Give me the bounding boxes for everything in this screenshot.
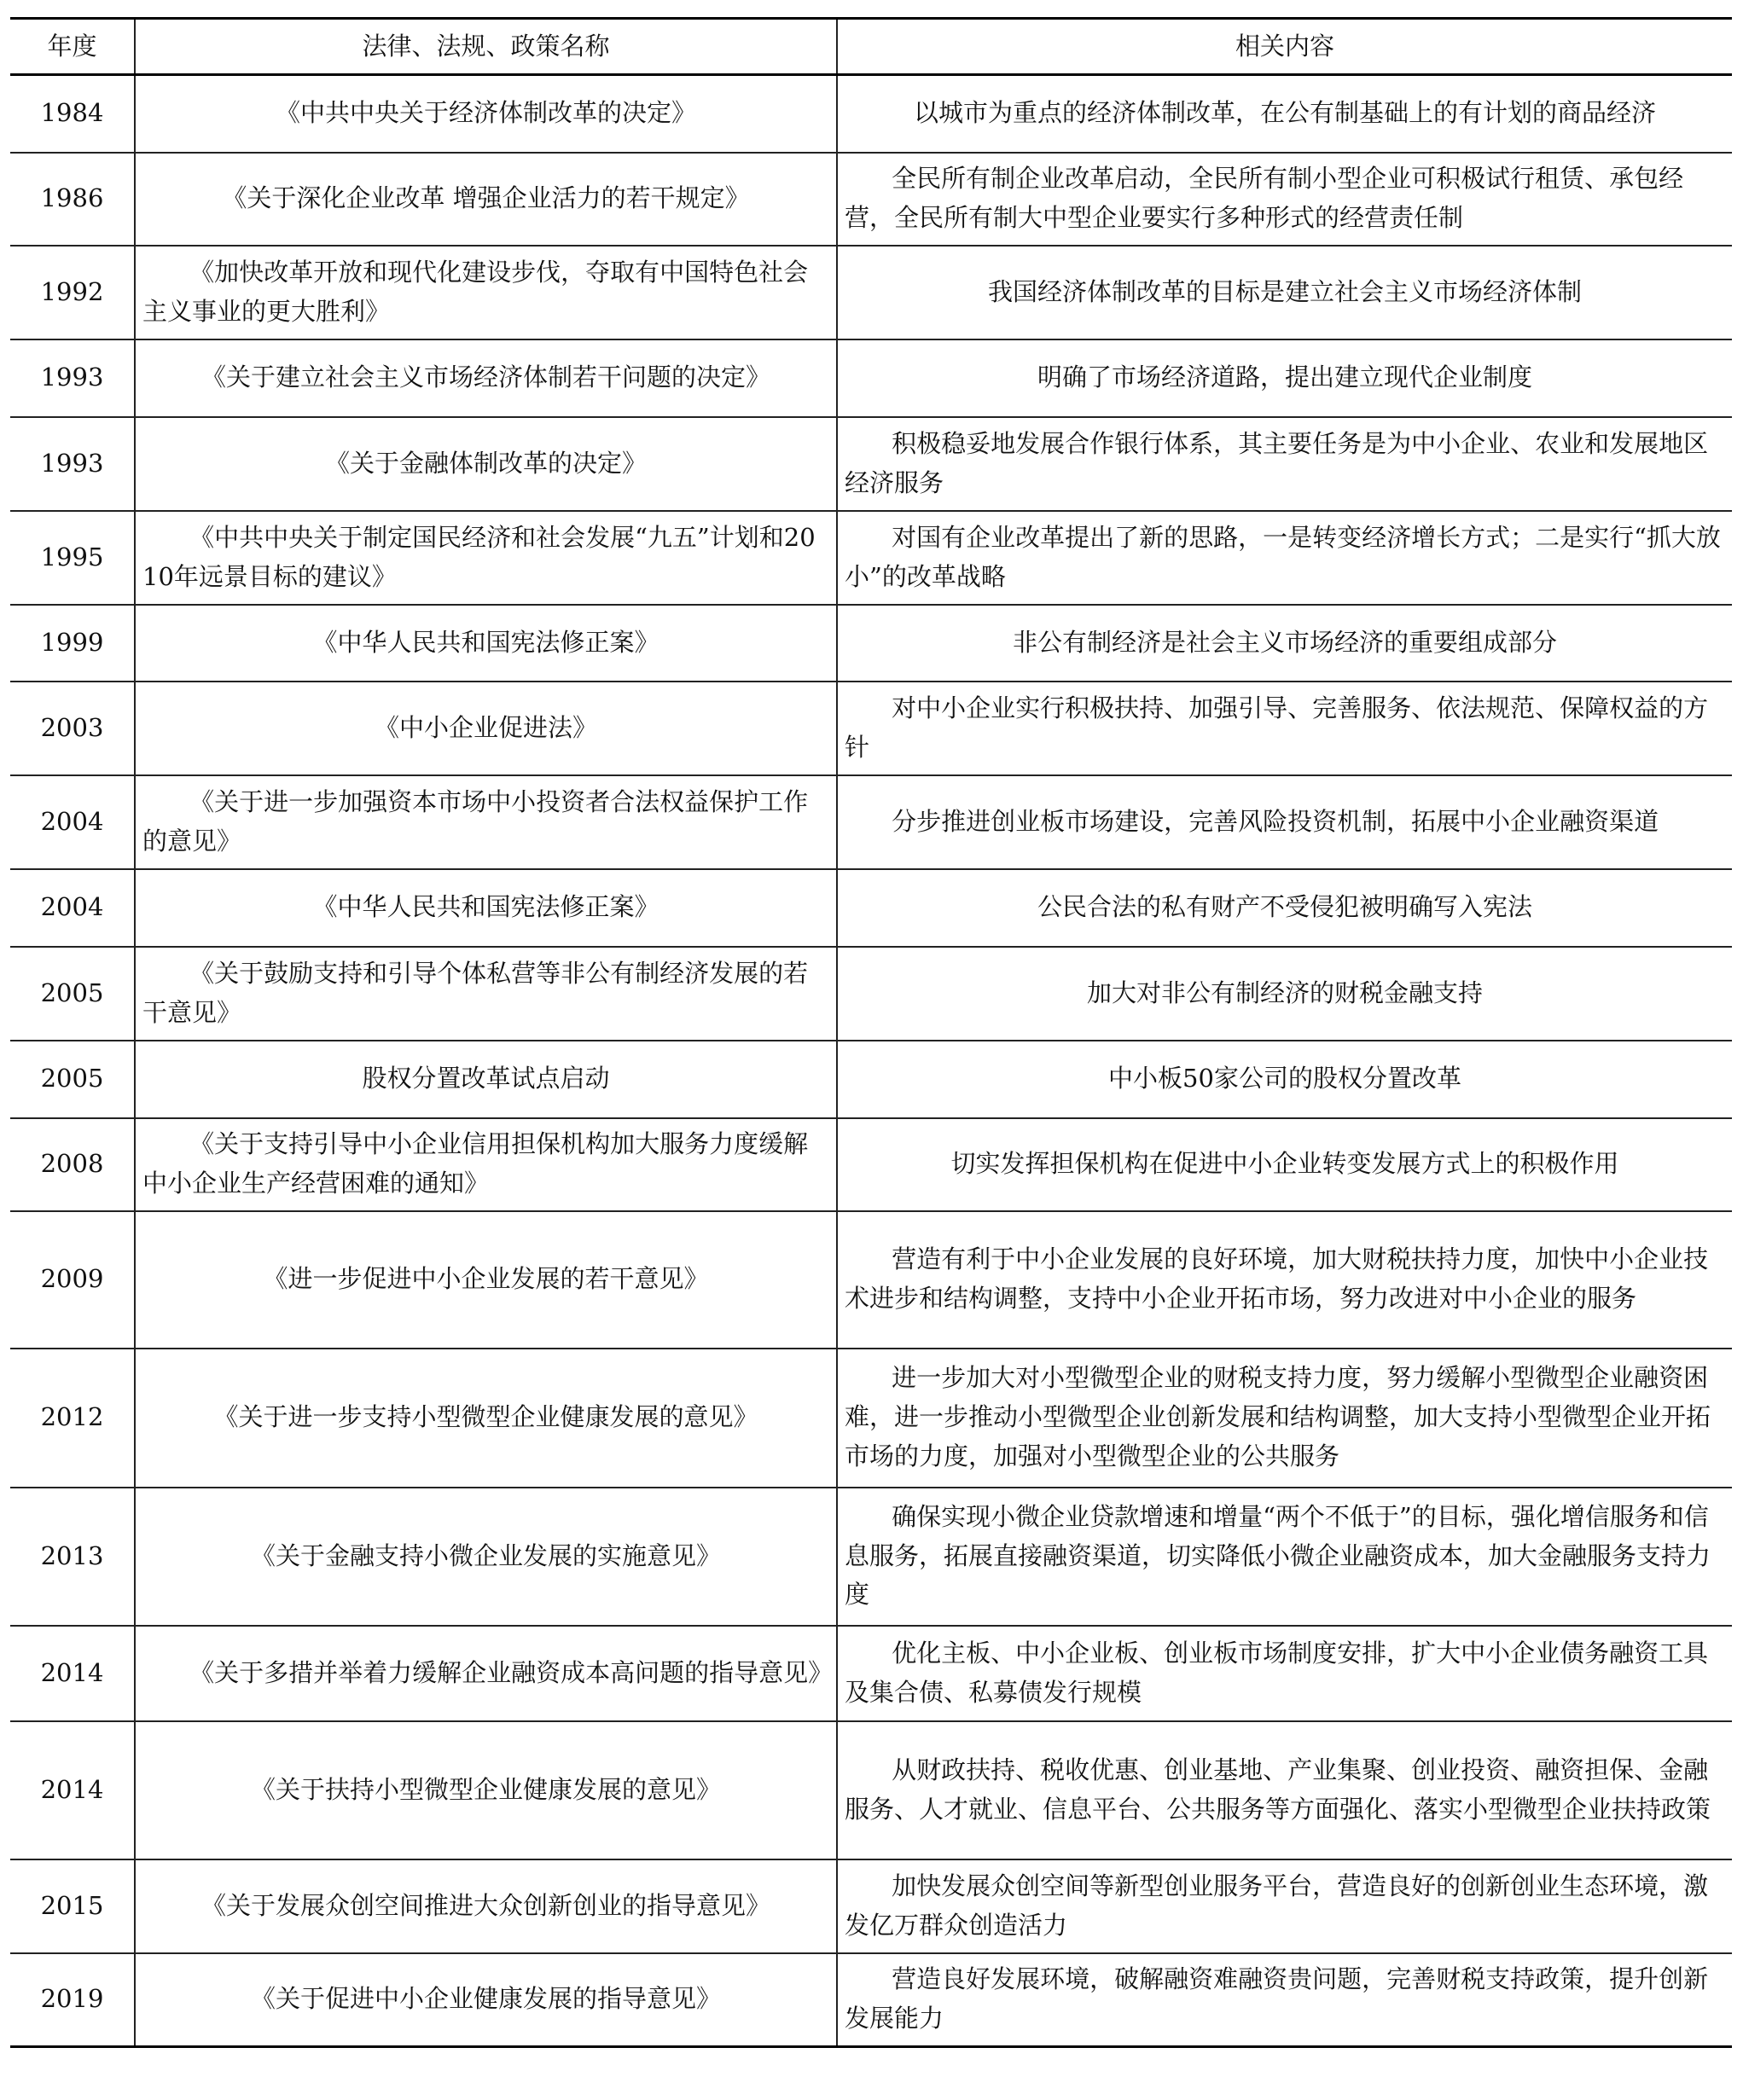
year-cell: 2005 — [10, 1041, 135, 1118]
law-cell: 《中华人民共和国宪法修正案》 — [135, 605, 837, 682]
content-cell: 以城市为重点的经济体制改革，在公有制基础上的有计划的商品经济 — [837, 75, 1732, 153]
year-cell: 2005 — [10, 947, 135, 1041]
law-cell: 《关于深化企业改革 增强企业活力的若干规定》 — [135, 153, 837, 246]
year-cell: 1993 — [10, 417, 135, 511]
year-cell: 2013 — [10, 1488, 135, 1626]
table-row — [10, 682, 1732, 775]
content-cell: 进一步加大对小型微型企业的财税支持力度，努力缓解小型微型企业融资困难，进一步推动小型微型企业创新发展和结构调整，加大支持小型微型企业开拓市场的力度，加强对小型微型企业的公共服务 — [837, 1349, 1732, 1488]
year-cell: 1984 — [10, 75, 135, 153]
table-row — [10, 1118, 1732, 1211]
table-row — [10, 1859, 1732, 1953]
year-cell: 2004 — [10, 775, 135, 869]
table-row — [10, 75, 1732, 153]
content-cell: 公民合法的私有财产不受侵犯被明确写入宪法 — [837, 869, 1732, 947]
table-row — [10, 1626, 1732, 1721]
table-row — [10, 1349, 1732, 1488]
law-cell: 《关于促进中小企业健康发展的指导意见》 — [135, 1953, 837, 2047]
law-cell: 《关于金融体制改革的决定》 — [135, 417, 837, 511]
law-cell: 《进一步促进中小企业发展的若干意见》 — [135, 1211, 837, 1349]
content-cell: 全民所有制企业改革启动，全民所有制小型企业可积极试行租赁、承包经营，全民所有制大中型企业要实行多种形式的经营责任制 — [837, 153, 1732, 246]
law-cell: 《加快改革开放和现代化建设步伐，夺取有中国特色社会主义事业的更大胜利》 — [135, 246, 837, 339]
law-cell: 股权分置改革试点启动 — [135, 1041, 837, 1118]
content-cell: 分步推进创业板市场建设，完善风险投资机制，拓展中小企业融资渠道 — [837, 775, 1732, 869]
law-cell: 《中共中央关于制定国民经济和社会发展“九五”计划和2010年远景目标的建议》 — [135, 511, 837, 605]
table-row — [10, 947, 1732, 1041]
law-cell: 《中共中央关于经济体制改革的决定》 — [135, 75, 837, 153]
content-cell: 中小板50家公司的股权分置改革 — [837, 1041, 1732, 1118]
table-row — [10, 153, 1732, 246]
table-row — [10, 1211, 1732, 1349]
table-row — [10, 1488, 1732, 1626]
header-year: 年度 — [10, 19, 135, 75]
table-row — [10, 869, 1732, 947]
table-row — [10, 246, 1732, 339]
year-cell: 2015 — [10, 1859, 135, 1953]
content-cell: 营造良好发展环境，破解融资难融资贵问题，完善财税支持政策，提升创新发展能力 — [837, 1953, 1732, 2047]
year-cell: 2008 — [10, 1118, 135, 1211]
table-row — [10, 1953, 1732, 2047]
year-cell: 2004 — [10, 869, 135, 947]
header-law: 法律、法规、政策名称 — [135, 19, 837, 75]
law-cell: 《关于建立社会主义市场经济体制若干问题的决定》 — [135, 339, 837, 417]
law-cell: 《关于发展众创空间推进大众创新创业的指导意见》 — [135, 1859, 837, 1953]
table-row — [10, 605, 1732, 682]
year-cell: 1995 — [10, 511, 135, 605]
law-cell: 《关于鼓励支持和引导个体私营等非公有制经济发展的若干意见》 — [135, 947, 837, 1041]
content-cell: 确保实现小微企业贷款增速和增量“两个不低于”的目标，强化增信服务和信息服务，拓展直接融资渠道，切实降低小微企业融资成本，加大金融服务支持力度 — [837, 1488, 1732, 1626]
year-cell: 2019 — [10, 1953, 135, 2047]
year-cell: 2014 — [10, 1626, 135, 1721]
content-cell: 加快发展众创空间等新型创业服务平台，营造良好的创新创业生态环境，激发亿万群众创造活力 — [837, 1859, 1732, 1953]
table-row — [10, 1041, 1732, 1118]
year-cell: 2009 — [10, 1211, 135, 1349]
content-cell: 优化主板、中小企业板、创业板市场制度安排，扩大中小企业债务融资工具及集合债、私募债发行规模 — [837, 1626, 1732, 1721]
header-content: 相关内容 — [837, 19, 1732, 75]
law-cell: 《关于支持引导中小企业信用担保机构加大服务力度缓解中小企业生产经营困难的通知》 — [135, 1118, 837, 1211]
content-cell: 对国有企业改革提出了新的思路，一是转变经济增长方式；二是实行“抓大放小”的改革战略 — [837, 511, 1732, 605]
year-cell: 1992 — [10, 246, 135, 339]
table-row — [10, 1721, 1732, 1859]
content-cell: 对中小企业实行积极扶持、加强引导、完善服务、依法规范、保障权益的方针 — [837, 682, 1732, 775]
content-cell: 加大对非公有制经济的财税金融支持 — [837, 947, 1732, 1041]
year-cell: 2003 — [10, 682, 135, 775]
content-cell: 我国经济体制改革的目标是建立社会主义市场经济体制 — [837, 246, 1732, 339]
year-cell: 1986 — [10, 153, 135, 246]
content-cell: 积极稳妥地发展合作银行体系，其主要任务是为中小企业、农业和发展地区经济服务 — [837, 417, 1732, 511]
year-cell: 1999 — [10, 605, 135, 682]
table-row — [10, 511, 1732, 605]
year-cell: 1993 — [10, 339, 135, 417]
law-cell: 《中小企业促进法》 — [135, 682, 837, 775]
law-cell: 《关于进一步支持小型微型企业健康发展的意见》 — [135, 1349, 837, 1488]
table-row — [10, 775, 1732, 869]
year-cell: 2012 — [10, 1349, 135, 1488]
table-row — [10, 339, 1732, 417]
table-row — [10, 417, 1732, 511]
year-cell: 2014 — [10, 1721, 135, 1859]
law-cell: 《关于多措并举着力缓解企业融资成本高问题的指导意见》 — [135, 1626, 837, 1721]
law-cell: 《关于进一步加强资本市场中小投资者合法权益保护工作的意见》 — [135, 775, 837, 869]
header-row — [10, 19, 1732, 75]
content-cell: 切实发挥担保机构在促进中小企业转变发展方式上的积极作用 — [837, 1118, 1732, 1211]
policy-table — [10, 17, 1732, 2048]
content-cell: 明确了市场经济道路，提出建立现代企业制度 — [837, 339, 1732, 417]
law-cell: 《关于金融支持小微企业发展的实施意见》 — [135, 1488, 837, 1626]
content-cell: 从财政扶持、税收优惠、创业基地、产业集聚、创业投资、融资担保、金融服务、人才就业、信息平台、公共服务等方面强化、落实小型微型企业扶持政策 — [837, 1721, 1732, 1859]
content-cell: 非公有制经济是社会主义市场经济的重要组成部分 — [837, 605, 1732, 682]
law-cell: 《关于扶持小型微型企业健康发展的意见》 — [135, 1721, 837, 1859]
law-cell: 《中华人民共和国宪法修正案》 — [135, 869, 837, 947]
content-cell: 营造有利于中小企业发展的良好环境，加大财税扶持力度，加快中小企业技术进步和结构调整，支持中小企业开拓市场，努力改进对中小企业的服务 — [837, 1211, 1732, 1349]
